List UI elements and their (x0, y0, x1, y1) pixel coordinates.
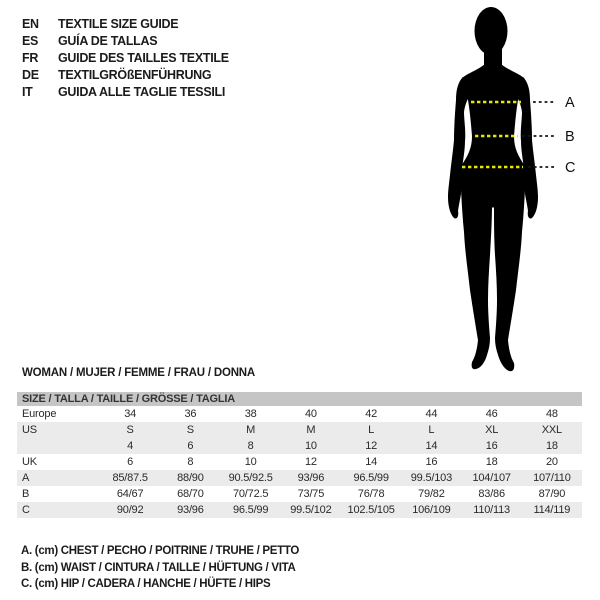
size-cell: 96.5/99 (341, 470, 401, 486)
woman-silhouette (448, 7, 538, 371)
language-row (22, 83, 229, 100)
size-cell: 42 (365, 408, 378, 420)
waist-label: B (565, 129, 575, 145)
language-title: GUIDA ALLE TAGLIE TESSILI (58, 84, 226, 99)
size-cell: 110/113 (462, 502, 522, 518)
size-cell: 8 (221, 438, 281, 454)
row-label: A (17, 470, 100, 486)
woman-silhouette-figure (430, 0, 600, 380)
language-code: EN (22, 16, 39, 31)
size-cell: 20 (545, 456, 558, 468)
size-cell: L (401, 422, 461, 438)
size-cell: M (281, 422, 341, 438)
size-cell: 14 (401, 438, 461, 454)
size-cell: 36 (184, 408, 197, 420)
size-cell: 14 (365, 456, 378, 468)
language-title: TEXTILE SIZE GUIDE (58, 16, 179, 31)
language-code: ES (22, 33, 39, 48)
size-cell: 79/82 (418, 488, 445, 500)
row-label (17, 438, 100, 454)
language-title: GUIDE DES TAILLES TEXTILE (58, 50, 229, 65)
size-cell: 18 (522, 438, 582, 454)
size-table-header: SIZE / TALLA / TAILLE / GRÖSSE / TAGLIA (17, 392, 582, 406)
size-table-body (17, 406, 582, 518)
size-cell: 44 (425, 408, 438, 420)
size-cell: 73/75 (297, 488, 325, 500)
size-cell: XL (462, 422, 522, 438)
row-label: B (22, 488, 30, 500)
size-cell: 76/78 (357, 488, 385, 500)
size-cell: 16 (425, 456, 438, 468)
table-row (17, 438, 582, 454)
size-cell: 99.5/103 (401, 470, 461, 486)
row-label: C (17, 502, 100, 518)
table-row (17, 470, 582, 486)
size-cell: 40 (304, 408, 317, 420)
table-row (17, 422, 582, 438)
size-cell: 102.5/105 (341, 502, 401, 518)
hip-label: C (565, 160, 576, 176)
size-cell: 114/119 (522, 502, 582, 518)
size-cell: 68/70 (177, 488, 204, 500)
size-cell: 38 (244, 408, 257, 420)
size-cell: 70/72.5 (232, 488, 269, 500)
size-cell: 93/96 (281, 470, 341, 486)
size-cell: 107/110 (522, 470, 582, 486)
section-title: WOMAN / MUJER / FEMME / FRAU / DONNA (22, 367, 256, 379)
legend-row: A. (cm) CHEST / PECHO / POITRINE / TRUHE / PETTO (21, 545, 300, 557)
size-cell: 106/109 (401, 502, 461, 518)
language-title: TEXTILGRÖßENFÜHRUNG (58, 67, 212, 82)
size-cell: 18 (485, 456, 498, 468)
size-cell: 12 (341, 438, 401, 454)
language-code: DE (22, 67, 39, 82)
size-cell: 96.5/99 (221, 502, 281, 518)
size-cell: XXL (522, 422, 582, 438)
size-cell: 83/86 (478, 488, 505, 500)
language-row (22, 66, 229, 83)
size-cell: S (100, 422, 160, 438)
language-row (22, 15, 229, 32)
size-table (17, 392, 582, 518)
legend-row: B. (cm) WAIST / CINTURA / TAILLE / HÜFTUNG / VITA (21, 561, 296, 574)
row-label: Europe (22, 408, 57, 420)
size-cell: 87/90 (538, 488, 566, 500)
figure-silhouette-wrap (430, 0, 600, 380)
size-cell: 93/96 (160, 502, 220, 518)
silhouette-right-leg (494, 168, 526, 371)
size-cell: 48 (545, 408, 558, 420)
size-cell: 4 (100, 438, 160, 454)
table-row (17, 502, 582, 518)
size-cell: S (160, 422, 220, 438)
size-cell: 85/87.5 (100, 470, 160, 486)
size-cell: 16 (462, 438, 522, 454)
size-cell: 90/92 (100, 502, 160, 518)
language-list (22, 15, 229, 100)
table-row (17, 454, 582, 470)
table-row (17, 486, 582, 502)
language-code: FR (22, 50, 39, 65)
size-cell: 12 (304, 456, 317, 468)
size-cell: 6 (160, 438, 220, 454)
table-row (17, 406, 582, 422)
language-code: IT (22, 84, 33, 99)
size-cell: 34 (124, 408, 137, 420)
chest-label: A (565, 95, 575, 111)
size-cell: M (221, 422, 281, 438)
size-table-header-row (17, 392, 582, 406)
size-cell: 104/107 (462, 470, 522, 486)
language-row (22, 32, 229, 49)
row-label: UK (22, 456, 37, 468)
language-title: GUÍA DE TALLAS (58, 33, 158, 48)
size-cell: 90.5/92.5 (221, 470, 281, 486)
measurement-legend (21, 545, 299, 595)
size-cell: L (341, 422, 401, 438)
size-cell: 99.5/102 (281, 502, 341, 518)
size-cell: 6 (127, 456, 134, 468)
size-cell: 10 (244, 456, 257, 468)
language-row (22, 49, 229, 66)
size-cell: 46 (485, 408, 498, 420)
silhouette-left-leg (460, 168, 492, 369)
row-label: US (17, 422, 100, 438)
size-cell: 64/67 (116, 488, 144, 500)
legend-row: C. (cm) HIP / CADERA / HANCHE / HÜFTE / HIPS (21, 578, 271, 590)
size-cell: 88/90 (160, 470, 220, 486)
size-cell: 8 (187, 456, 194, 468)
size-cell: 10 (281, 438, 341, 454)
